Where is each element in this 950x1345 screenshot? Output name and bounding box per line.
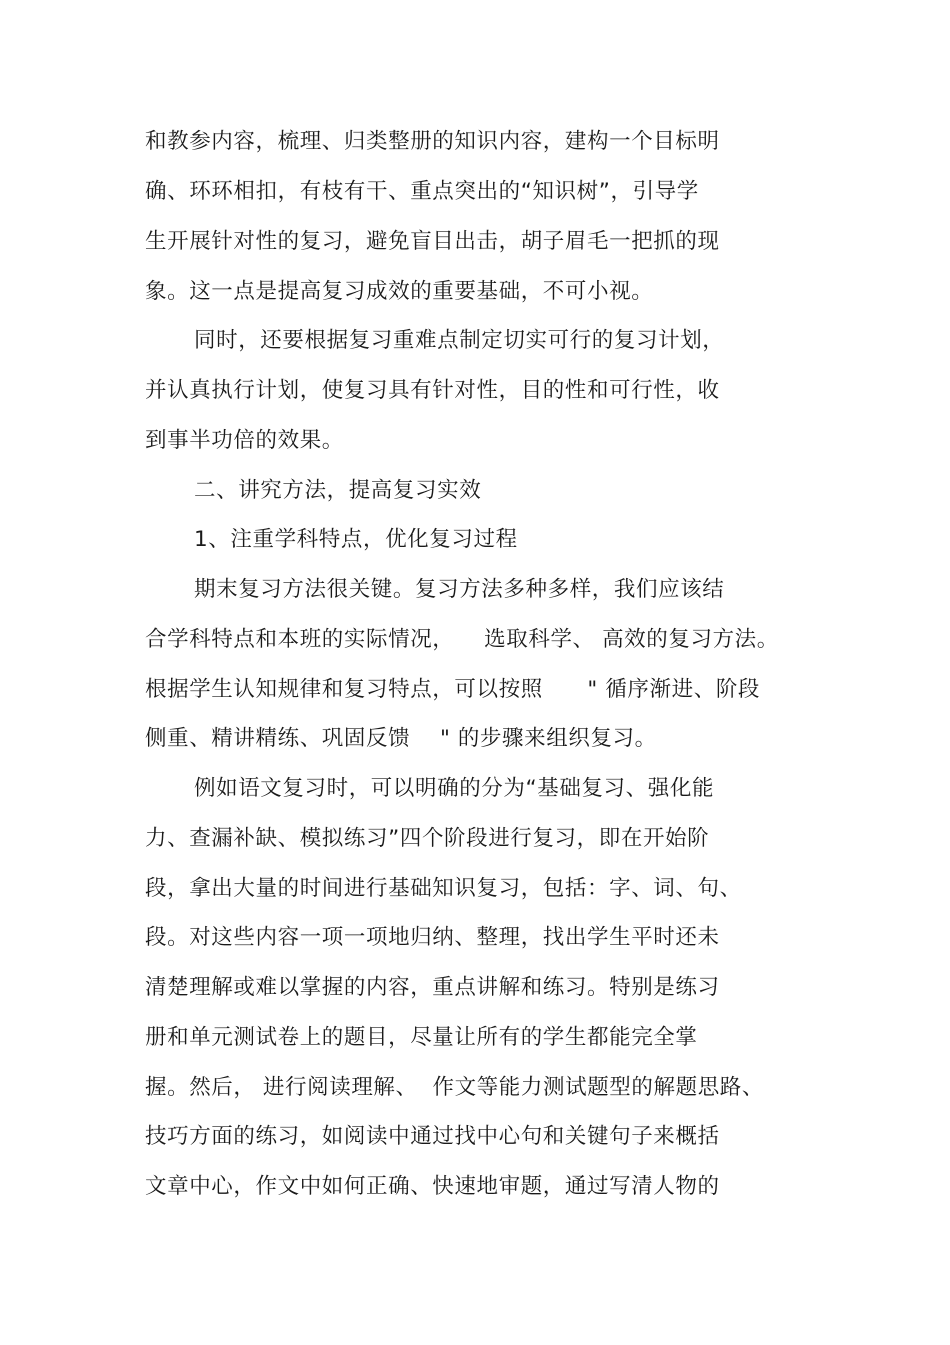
text-line: 确、环环相扣，有枝有干、重点突出的“知识树”，引导学 bbox=[145, 179, 699, 204]
text-line: 侧重、精讲精练、巩固反馈 " 的步骤来组织复习。 bbox=[145, 726, 657, 751]
text-line: 段，拿出大量的时间进行基础知识复习，包括：字、词、句、 bbox=[145, 876, 742, 901]
section-heading: 二、讲究方法，提高复习实效 bbox=[194, 478, 482, 503]
subsection-heading: 1、注重学科特点，优化复习过程 bbox=[194, 527, 518, 552]
text-line: 力、查漏补缺、模拟练习”四个阶段进行复习，即在开始阶 bbox=[145, 826, 710, 851]
text-line: 和教参内容，梳理、归类整册的知识内容，建构一个目标明 bbox=[145, 129, 720, 154]
text-line: 清楚理解或难以掌握的内容，重点讲解和练习。特别是练习 bbox=[145, 975, 720, 1000]
paragraph-start-line: 同时，还要根据复习重难点制定切实可行的复习计划， bbox=[194, 328, 725, 353]
text-line: 并认真执行计划，使复习具有针对性，目的性和可行性，收 bbox=[145, 378, 720, 403]
text-line: 技巧方面的练习，如阅读中通过找中心句和关键句子来概括 bbox=[145, 1124, 720, 1149]
text-line: 段。对这些内容一项一项地归纳、整理，找出学生平时还未 bbox=[145, 925, 720, 950]
text-line: 象。这一点是提高复习成效的重要基础，不可小视。 bbox=[145, 279, 654, 304]
text-line: 册和单元测试卷上的题目，尽量让所有的学生都能完全掌 bbox=[145, 1025, 698, 1050]
paragraph-start-line: 例如语文复习时，可以明确的分为“基础复习、强化能 bbox=[194, 776, 715, 801]
paragraph-start-line: 期末复习方法很关键。复习方法多种多样，我们应该结 bbox=[194, 577, 725, 602]
text-line: 握。然后， 进行阅读理解、 作文等能力测试题型的解题思路、 bbox=[145, 1075, 765, 1100]
text-line: 根据学生认知规律和复习特点，可以按照 " 循序渐进、阶段 bbox=[145, 677, 761, 702]
text-line: 到事半功倍的效果。 bbox=[145, 428, 344, 453]
text-line: 生开展针对性的复习，避免盲目出击，胡子眉毛一把抓的现 bbox=[145, 229, 720, 254]
text-line: 合学科特点和本班的实际情况， 选取科学、 高效的复习方法。 bbox=[145, 627, 779, 652]
text-line: 文章中心，作文中如何正确、快速地审题，通过写清人物的 bbox=[145, 1174, 720, 1199]
